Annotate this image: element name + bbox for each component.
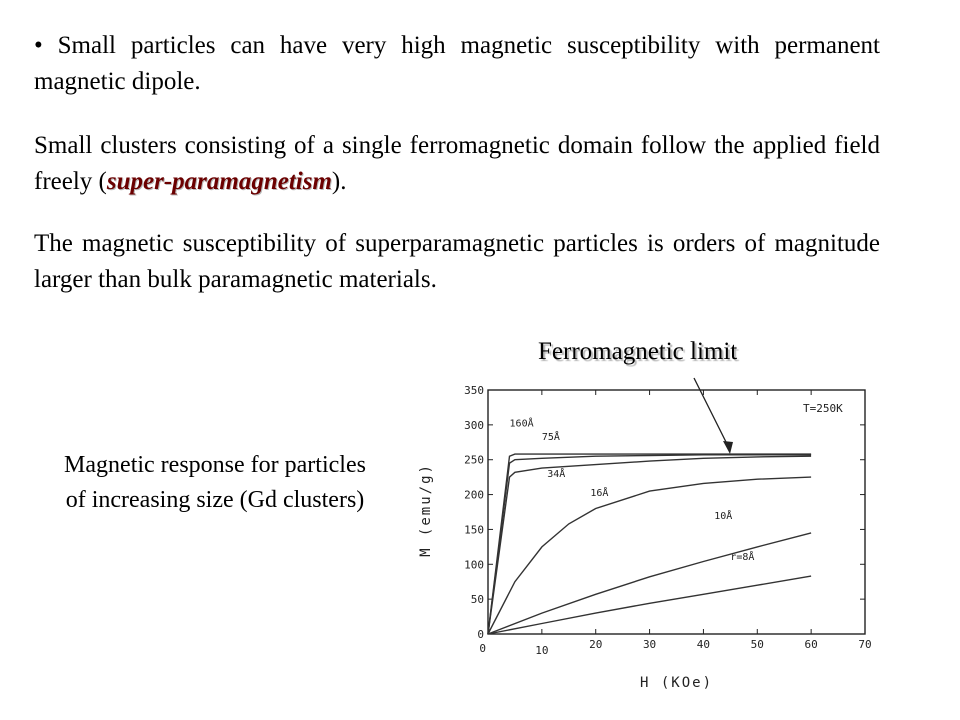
paragraph-small-particles [34,28,880,100]
x-tick-label: 10 [535,644,549,657]
x-tick-label: 30 [642,638,657,651]
y-axis-label: M (emu/g) [418,463,434,557]
x-tick-label: 20 [589,638,603,651]
super-paramagnetism-term: super-paramagnetism [106,168,332,195]
arrowhead [723,441,733,454]
curve-label: 16Å [590,487,609,499]
curves [488,454,811,634]
curve-label: r=8Å [730,552,755,564]
figure-caption: Magnetic response for particles of increasing size (Gd clusters) [64,452,366,513]
temperature-annotation: T=250K [803,402,843,415]
x-tick-label: 40 [696,638,711,651]
paragraph-small-clusters [34,128,880,200]
y-tick-label: 300 [464,418,484,432]
x-tick-label-origin: 0 [479,642,486,655]
series-line [488,533,811,634]
y-tick-label: 350 [464,384,484,397]
paragraph-3-text: The magnetic susceptibility of superparamagnetic particles is orders of magnitude larger than bulk paramagnetic materials. [34,230,880,293]
y-tick-label: 0 [477,628,484,641]
x-tick-label: 70 [858,638,872,651]
x-axis-label: H (KOe) [640,675,714,691]
curve-label: 75Å [541,432,560,444]
y-tick-label: 200 [464,488,484,502]
paragraph-1-text: Small particles can have very high magnetic susceptibility with permanent magnetic dipole. [34,32,881,95]
curve-label: 160Å [509,418,534,430]
plot-frame [488,390,865,634]
plot-border [488,390,865,634]
magnetization-chart [400,370,880,700]
bullet: • [34,32,43,59]
series-line [488,454,811,634]
y-tick-label: 50 [470,593,484,607]
x-tick-label: 60 [804,638,818,651]
y-tick-label: 100 [464,558,484,572]
x-tick-label: 50 [750,638,764,651]
paragraph-2-text: Small clusters consisting of a single ferromagnetic domain follow the applied field freely ( [34,132,880,195]
curve-label: 10Å [714,510,733,522]
paragraph-susceptibility [34,226,880,298]
series-line [488,477,811,634]
y-tick-label: 250 [464,453,484,467]
curve-labels [510,416,755,563]
series-line [488,576,811,634]
paragraph-2-end: ). [331,168,347,195]
curve-label: 34Å [547,469,566,481]
y-tick-label: 150 [464,523,484,537]
series-line [488,455,811,634]
ferromagnetic-limit-arrow [694,378,730,450]
ferromagnetic-limit-label: Ferromagnetic limit [538,338,738,365]
